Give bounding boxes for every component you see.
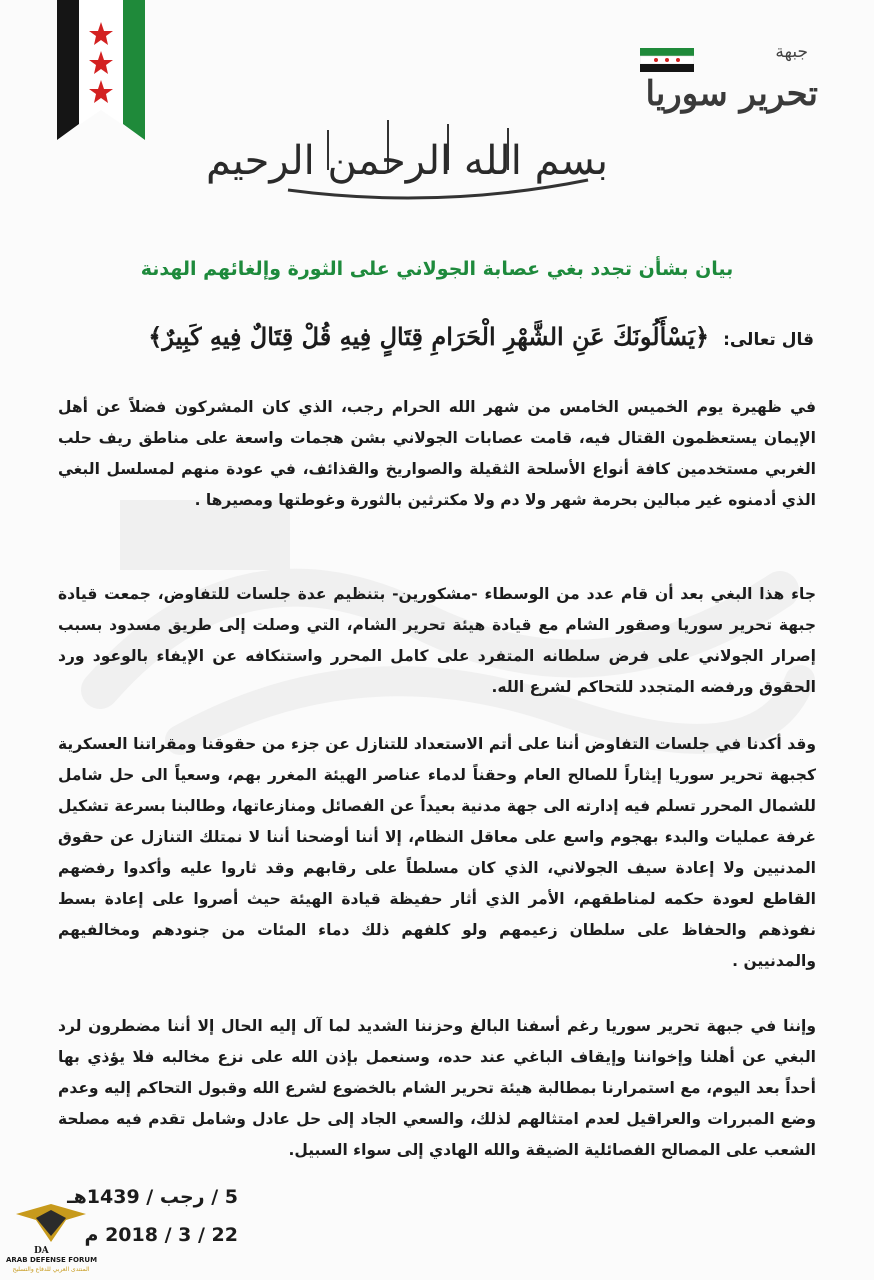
paragraph-1: في ظهيرة يوم الخميس الخامس من شهر الله الحرام رجب، الذي كان المشركون فضلاً عن أهل الإيمان يستعظمون القتال فيه، قامت عصابات الجولاني بشن هجمات واسعة على مناطق ريف حلب الغربي مستخدمين كافة أنواع الأسلحة الثقيلة والصواريخ والقذائف، في عودة منهم لمسلسل البغي الذي أدمنوه غير مبالين بحرمة شهر ولا دم ولا مكترثين بالثورة وغوطتها ومصيرها .: [58, 397, 816, 509]
paragraph-4: وإننا في جبهة تحرير سوريا رغم أسفنا البالغ وحزننا الشديد لما آل إليه الحال إلا أننا مضطرون لرد البغي عن أهلنا وإخواننا وإيقاف الباغي عند حده، وسنعمل بإذن الله على نزع مخالبه فلا يؤذي بها أحداً بعد اليوم، مع استمرارنا بمطالبة هيئة تحرير الشام بالخضوع لشرع الله وقبول التحاكم إليه وعدم وضع المبررات والعراقيل لعدم امتثالهم لذلك، والسعي الجاد إلى حل عادل وشامل تقدم فيه مصلحة الشعب على المصالح الفصائلية الضيقة والله الهادي إلى سواء السبيل.: [58, 1016, 816, 1159]
logo-main-text: تحرير سوريا: [645, 74, 818, 114]
logo-flag-icon: [640, 48, 694, 72]
statement-title: بيان بشأن تجدد بغي عصابة الجولاني على الثورة وإلغائهم الهدنة: [140, 258, 734, 280]
logo-small-text: جبهة: [775, 42, 808, 62]
date-gregorian: 22 / 3 / 2018 م: [84, 1224, 238, 1246]
front-logo-icon: [632, 40, 822, 144]
quran-quote: [148, 322, 814, 351]
forum-badge-icon: [6, 1198, 96, 1278]
paragraph-3: وقد أكدنا في جلسات التفاوض أننا على أتم الاستعداد للتنازل عن جزء من حقوقنا ومقراتنا العسكرية كجبهة تحرير سوريا إيثاراً للصالح العام وحقناً لدماء عناصر الهيئة المغرر بهم، وسعياً الى حل شامل للشمال المحرر تسلم فيه إدارته الى جهة مدنية بعيداً عن الفصائل ومنازعاتها، وطالبنا بسرعة تشكيل غرفة عمليات والبدء بهجوم واسع على معاقل النظام، إلا أننا أوضحنا أننا لا نمتلك التنازل عن حقوق المدنيين ولا إعادة سيف الجولاني، الذي كان مسلطاً على رقابهم وقد ثاروا عليه وأكدوا رفضهم القاطع لعودة حكمه لمناطقهم، الأمر الذي أثار حفيظة قيادة الهيئة حيث أصروا على إعادة بسط نفوذهم والحفاظ على سلطان زعيمهم ولو كلفهم ذلك دماء المئات من جنودهم ومخالفيهم والمدنيين .: [58, 734, 816, 970]
badge-name: ARAB DEFENSE FORUM: [6, 1256, 98, 1264]
paragraph-2: جاء هذا البغي بعد أن قام عدد من الوسطاء -مشكورين- بتنظيم عدة جلسات للتفاوض، جمعت قيادة جبهة تحرير سوريا وصقور الشام مع قيادة هيئة تحرير الشام، التي وصلت إلى طريق مسدود بسبب إصرار الجولاني على فرض سلطانه المتفرد على كامل المحرر واستنكافه عن الإيفاء بالوعود ورد الحقوق ورفضه المتجدد للتحاكم لشرع الله.: [58, 584, 816, 696]
basmala-text: بسم الله الرحمن الرحيم: [205, 138, 608, 184]
date-hijri: 5 / رجب / 1439هـ: [67, 1186, 238, 1208]
basmala: [205, 110, 608, 210]
badge-abbr: DA: [34, 1246, 49, 1256]
badge-subtitle: المنتدى العربي للدفاع والتسليح: [12, 1266, 90, 1273]
quran-verse: ﴿يَسْأَلُونَكَ عَنِ الشَّهْرِ الْحَرَامِ قِتَالٍ فِيهِ قُلْ قِتَالٌ فِيهِ كَبِيرٌ﴾: [148, 322, 710, 351]
quran-intro: قال تعالى:: [723, 330, 814, 350]
syrian-revolution-flag-icon: [57, 0, 145, 140]
badge-wings-icon: [6, 1198, 96, 1248]
